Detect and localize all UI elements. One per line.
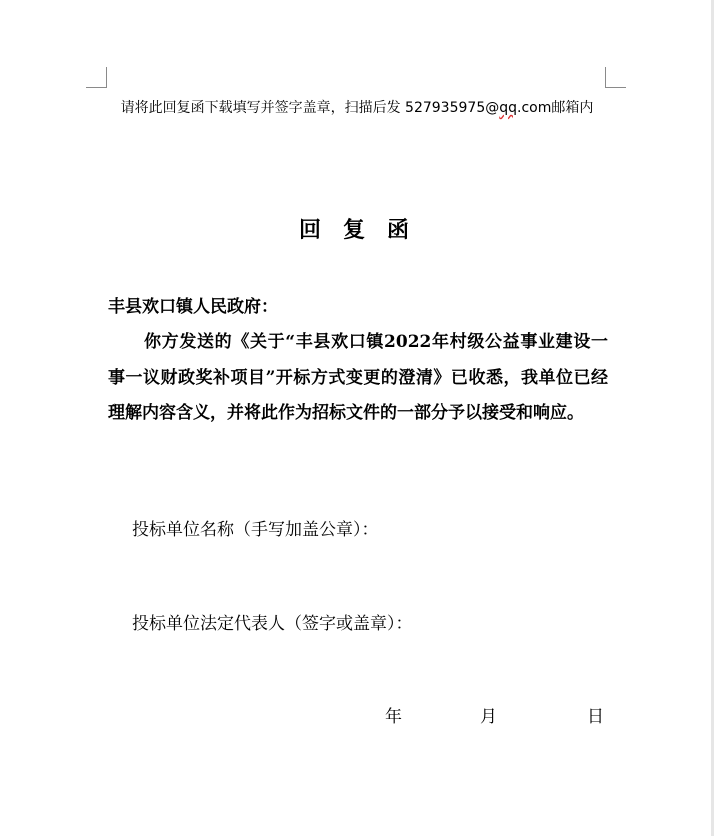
- date-year-label: 年: [385, 707, 402, 727]
- legal-representative-field-label: 投标单位法定代表人（签字或盖章）：: [132, 614, 413, 634]
- date-month-label: 月: [480, 707, 497, 727]
- salutation: 丰县欢口镇人民政府：: [108, 297, 278, 317]
- header-note-prefix: 请将此回复函下载填写并签字盖章，扫描后发 527935975@: [120, 100, 500, 116]
- crop-mark-right: [605, 67, 626, 88]
- bidder-name-field-label: 投标单位名称（手写加盖公章）：: [132, 520, 379, 540]
- header-note-email-domain: qq: [499, 100, 518, 116]
- date-day-label: 日: [587, 707, 604, 727]
- crop-mark-left: [86, 67, 107, 88]
- document-title: 回复函: [298, 217, 431, 243]
- header-note: [0, 97, 714, 117]
- body-paragraph: 你方发送的《关于“丰县欢口镇2022年村级公益事业建设一事一议财政奖补项目”开标方式变更的澄清》已收悉，我单位已经理解内容含义，并将此作为招标文件的一部分予以接受和响应。: [108, 332, 608, 423]
- header-note-suffix: .com邮箱内: [517, 100, 594, 116]
